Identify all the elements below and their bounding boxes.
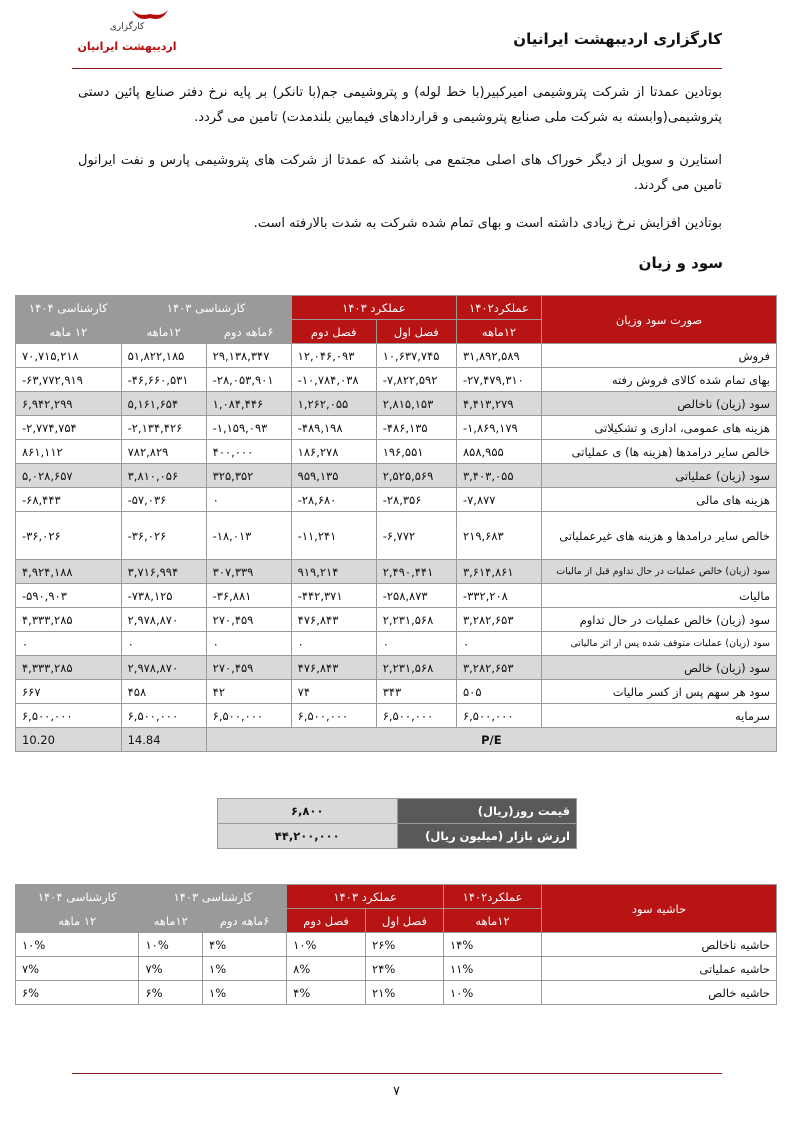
cell-value: ۸۵۸,۹۵۵ — [456, 440, 541, 464]
cell-value: ۹۱۹,۲۱۴ — [291, 560, 376, 584]
cell-value: ۲۶% — [366, 933, 444, 957]
cell-value: ۳,۴۰۳,۰۵۵ — [456, 464, 541, 488]
subcol-header: فصل دوم — [291, 320, 376, 344]
cell-value: ۶,۵۰۰,۰۰۰ — [291, 704, 376, 728]
cell-value: ۶% — [16, 981, 139, 1005]
group-header: کارشناسی ۱۴۰۳ — [121, 296, 291, 320]
group-header: عملکرد۱۴۰۲ — [444, 885, 542, 909]
cell-value: -۷,۸۲۲,۵۹۲ — [376, 368, 456, 392]
table-row — [16, 933, 777, 957]
cell-value: ۴۷۶,۸۴۳ — [291, 656, 376, 680]
cell-value: ۴۷۶,۸۴۳ — [291, 608, 376, 632]
header-divider — [72, 68, 722, 69]
cell-value: -۲۵۸,۸۷۳ — [376, 584, 456, 608]
cell-value: -۷,۸۷۷ — [456, 488, 541, 512]
cell-value: ۶,۵۰۰,۰۰۰ — [376, 704, 456, 728]
cell-value: ۲,۹۷۸,۸۷۰ — [121, 608, 206, 632]
subcol-header: فصل دوم — [287, 909, 366, 933]
cell-value: ۴,۹۲۴,۱۸۸ — [16, 560, 122, 584]
cell-value: ۱% — [203, 981, 287, 1005]
cell-value: -۱۰,۷۸۴,۰۳۸ — [291, 368, 376, 392]
cell-value: ۶,۵۰۰,۰۰۰ — [16, 704, 122, 728]
cell-value: ۳,۲۸۲,۶۵۳ — [456, 656, 541, 680]
cell-value: ۲,۸۱۵,۱۵۳ — [376, 392, 456, 416]
page-header — [72, 8, 722, 68]
cell-value: -۱,۱۵۹,۰۹۳ — [206, 416, 291, 440]
cell-value: ۱۸۶,۲۷۸ — [291, 440, 376, 464]
cell-value: ۱,۲۶۲,۰۵۵ — [291, 392, 376, 416]
cell-value: ۰ — [206, 488, 291, 512]
cell-value: ۱۹۶,۵۵۱ — [376, 440, 456, 464]
logo-line2: اردیبهشت ایرانیان — [77, 40, 177, 53]
cell-value: -۳۳۲,۲۰۸ — [456, 584, 541, 608]
row-label: سود (زیان) ناخالص — [542, 392, 777, 416]
cell-value: ۰ — [206, 632, 291, 656]
pe-value-1404: 10.20 — [16, 728, 122, 752]
table-row — [16, 488, 777, 512]
page-number: ۷ — [393, 1084, 400, 1099]
cell-value: ۴۵۸ — [121, 680, 206, 704]
cell-value: ۷% — [139, 957, 203, 981]
company-name: کارگزاری اردیبهشت ایرانیان — [513, 30, 722, 48]
table-row — [16, 656, 777, 680]
cell-value: ۲,۵۲۵,۵۶۹ — [376, 464, 456, 488]
footer-divider — [72, 1073, 722, 1074]
cell-value: ۳۲۵,۳۵۲ — [206, 464, 291, 488]
cell-value: ۱۰% — [16, 933, 139, 957]
table-row — [16, 392, 777, 416]
pe-value-1403: 14.84 — [121, 728, 206, 752]
cell-value: -۱۱,۲۴۱ — [291, 512, 376, 560]
cell-value: -۵۷,۰۳۶ — [121, 488, 206, 512]
table-row — [16, 704, 777, 728]
cell-value: ۰ — [456, 632, 541, 656]
cell-value: -۴۸۹,۱۹۸ — [291, 416, 376, 440]
table-row — [16, 368, 777, 392]
paragraph-2: استایرن و سویل از دیگر خوراک های اصلی مجتمع می باشند که عمدتا از شرکت های پتروشیمی پارس و نفت ایرانول تامین می گردند. — [78, 153, 722, 193]
margin-title: حاشیه سود — [542, 885, 777, 933]
group-header: کارشناسی ۱۴۰۴ — [16, 296, 122, 320]
row-label: سود هر سهم پس از کسر مالیات — [542, 680, 777, 704]
subcol-header: ۶ماهه دوم — [206, 320, 291, 344]
pe-label: P/E — [206, 728, 776, 752]
row-label: حاشیه ناخالص — [542, 933, 777, 957]
price-table — [217, 798, 577, 849]
cell-value: ۷% — [16, 957, 139, 981]
cell-value: ۱% — [203, 957, 287, 981]
cell-value: -۶۳,۷۷۲,۹۱۹ — [16, 368, 122, 392]
cell-value: ۰ — [376, 632, 456, 656]
cell-value: ۱۰% — [444, 981, 542, 1005]
group-header: عملکرد ۱۴۰۳ — [287, 885, 444, 909]
cell-value: -۲۸,۶۸۰ — [291, 488, 376, 512]
margin-table — [15, 884, 777, 1005]
cell-value: ۶,۹۴۲,۲۹۹ — [16, 392, 122, 416]
cell-value: -۶۸,۴۴۳ — [16, 488, 122, 512]
cell-value: ۶,۵۰۰,۰۰۰ — [456, 704, 541, 728]
cell-value: -۶,۷۷۲ — [376, 512, 456, 560]
cell-value: ۲۱% — [366, 981, 444, 1005]
cell-value: ۰ — [121, 632, 206, 656]
subcol-header: ۱۲ماهه — [121, 320, 206, 344]
cell-value: ۲۷۰,۴۵۹ — [206, 656, 291, 680]
paragraph-1: بوتادین عمدتا از شرکت پتروشیمی امیرکبیر(با خط لوله) و پتروشیمی جم(با تانکر) بر پایه نرخ دفتر صنایع پائین دستی پتروشیمی(وابسته به شرکت ملی صنایع پتروشیمی و قراردادهای فیمابین بلندمدت) تامین می گردد. — [78, 85, 722, 125]
cell-value: ۹۵۹,۱۳۵ — [291, 464, 376, 488]
table-row — [16, 981, 777, 1005]
subcol-header: ۱۲ ماهه — [16, 909, 139, 933]
subcol-header: ۱۲ماهه — [456, 320, 541, 344]
cell-value: ۲۷۰,۴۵۹ — [206, 608, 291, 632]
section-title: سود و زیان — [638, 254, 723, 272]
table-row — [16, 416, 777, 440]
price-label: قیمت روز(ریال) — [397, 799, 577, 824]
cell-value: -۷۳۸,۱۲۵ — [121, 584, 206, 608]
cell-value: ۳۰۷,۳۳۹ — [206, 560, 291, 584]
cell-value: -۳۶,۸۸۱ — [206, 584, 291, 608]
cell-value: ۳۱,۸۹۲,۵۸۹ — [456, 344, 541, 368]
market-cap-label: ارزش بازار (میلیون ریال) — [397, 824, 577, 849]
subcol-header: فصل اول — [366, 909, 444, 933]
cell-value: -۲,۱۳۴,۴۲۶ — [121, 416, 206, 440]
cell-value: ۱۰% — [139, 933, 203, 957]
table-row — [16, 632, 777, 656]
cell-value: ۲,۲۳۱,۵۶۸ — [376, 656, 456, 680]
cell-value: ۴,۳۳۳,۲۸۵ — [16, 656, 122, 680]
row-label: سود (زیان) خالص عملیات در حال تداوم قبل از مالیات — [542, 560, 777, 584]
group-header: کارشناسی ۱۴۰۴ — [16, 885, 139, 909]
group-header: کارشناسی ۱۴۰۳ — [139, 885, 287, 909]
cell-value: ۴% — [287, 981, 366, 1005]
cell-value: -۲۸,۳۵۶ — [376, 488, 456, 512]
cell-value: ۸۶۱,۱۱۲ — [16, 440, 122, 464]
cell-value: ۷۴ — [291, 680, 376, 704]
cell-value: -۱,۸۶۹,۱۷۹ — [456, 416, 541, 440]
cell-value: ۵۰۵ — [456, 680, 541, 704]
row-label: بهای تمام شده کالای فروش رفته — [542, 368, 777, 392]
cell-value: ۳,۲۸۲,۶۵۳ — [456, 608, 541, 632]
cell-value: -۴۸۶,۱۳۵ — [376, 416, 456, 440]
subcol-header: ۱۲ ماهه — [16, 320, 122, 344]
cell-value: ۴,۴۱۳,۲۷۹ — [456, 392, 541, 416]
cell-value: ۴% — [203, 933, 287, 957]
row-label: سرمایه — [542, 704, 777, 728]
row-label: خالص سایر درامدها (هزینه ها) ی عملیاتی — [542, 440, 777, 464]
cell-value: -۱۸,۰۱۳ — [206, 512, 291, 560]
table-row — [16, 680, 777, 704]
cell-value: ۲۹,۱۳۸,۳۴۷ — [206, 344, 291, 368]
cell-value: ۱,۰۸۴,۴۴۶ — [206, 392, 291, 416]
table-row — [16, 584, 777, 608]
cell-value: ۳,۶۱۴,۸۶۱ — [456, 560, 541, 584]
income-title: صورت سود وزیان — [542, 296, 777, 344]
cell-value: -۲۸,۰۵۳,۹۰۱ — [206, 368, 291, 392]
cell-value: -۲۷,۴۷۹,۳۱۰ — [456, 368, 541, 392]
row-label: سود (زیان) خالص عملیات در حال تداوم — [542, 608, 777, 632]
income-statement-table — [15, 295, 777, 752]
cell-value: ۰ — [16, 632, 122, 656]
cell-value: ۵,۰۲۸,۶۵۷ — [16, 464, 122, 488]
cell-value: ۲۱۹,۶۸۳ — [456, 512, 541, 560]
cell-value: ۱۴% — [444, 933, 542, 957]
company-logo — [72, 8, 182, 66]
cell-value: ۶,۵۰۰,۰۰۰ — [206, 704, 291, 728]
cell-value: ۵,۱۶۱,۶۵۴ — [121, 392, 206, 416]
row-label: حاشیه خالص — [542, 981, 777, 1005]
group-header: عملکرد ۱۴۰۳ — [291, 296, 456, 320]
cell-value: ۳,۸۱۰,۰۵۶ — [121, 464, 206, 488]
row-label: هزینه های عمومی، اداری و تشکیلاتی — [542, 416, 777, 440]
cell-value: ۶% — [139, 981, 203, 1005]
cell-value: -۵۹۰,۹۰۳ — [16, 584, 122, 608]
cell-value: ۷۰,۷۱۵,۲۱۸ — [16, 344, 122, 368]
cell-value: -۲,۷۷۴,۷۵۴ — [16, 416, 122, 440]
group-header: عملکرد۱۴۰۲ — [456, 296, 541, 320]
table-row — [16, 957, 777, 981]
subcol-header: ۶ماهه دوم — [203, 909, 287, 933]
table-row — [16, 608, 777, 632]
row-label: سود (زیان) عملیات متوقف شده پس از اثر مالیاتی — [542, 632, 777, 656]
row-label: سود (زیان) عملیاتی — [542, 464, 777, 488]
cell-value: ۱۱% — [444, 957, 542, 981]
cell-value: ۲۴% — [366, 957, 444, 981]
price-value: ۶,۸۰۰ — [218, 799, 398, 824]
cell-value: ۴۰۰,۰۰۰ — [206, 440, 291, 464]
row-label: حاشیه عملیاتی — [542, 957, 777, 981]
subcol-header: فصل اول — [376, 320, 456, 344]
cell-value: ۲,۹۷۸,۸۷۰ — [121, 656, 206, 680]
subcol-header: ۱۲ماهه — [139, 909, 203, 933]
table-row — [16, 560, 777, 584]
cell-value: ۸% — [287, 957, 366, 981]
subcol-header: ۱۲ماهه — [444, 909, 542, 933]
cell-value: ۳۴۳ — [376, 680, 456, 704]
table-row — [16, 464, 777, 488]
cell-value: ۶۶۷ — [16, 680, 122, 704]
row-label: سود (زیان) خالص — [542, 656, 777, 680]
cell-value: ۱۲,۰۴۶,۰۹۳ — [291, 344, 376, 368]
row-label: هزینه های مالی — [542, 488, 777, 512]
cell-value: ۲,۴۹۰,۴۴۱ — [376, 560, 456, 584]
market-cap-value: ۴۴,۲۰۰,۰۰۰ — [218, 824, 398, 849]
logo-line1: کارگزاری — [109, 22, 145, 32]
cell-value: ۶,۵۰۰,۰۰۰ — [121, 704, 206, 728]
cell-value: ۲,۲۳۱,۵۶۸ — [376, 608, 456, 632]
cell-value: ۳,۷۱۶,۹۹۴ — [121, 560, 206, 584]
table-row — [16, 344, 777, 368]
cell-value: -۳۶,۰۲۶ — [16, 512, 122, 560]
cell-value: -۴۴۲,۳۷۱ — [291, 584, 376, 608]
row-label: مالیات — [542, 584, 777, 608]
cell-value: ۵۱,۸۲۲,۱۸۵ — [121, 344, 206, 368]
cell-value: ۷۸۲,۸۲۹ — [121, 440, 206, 464]
cell-value: ۰ — [291, 632, 376, 656]
cell-value: -۳۶,۰۲۶ — [121, 512, 206, 560]
cell-value: ۱۰,۶۳۷,۷۴۵ — [376, 344, 456, 368]
row-label: فروش — [542, 344, 777, 368]
row-label: خالص سایر درامدها و هزینه های غیرعملیاتی — [542, 512, 777, 560]
cell-value: ۴۲ — [206, 680, 291, 704]
table-row — [16, 440, 777, 464]
cell-value: ۱۰% — [287, 933, 366, 957]
table-row — [16, 512, 777, 560]
paragraph-3: بوتادین افزایش نرخ زیادی داشته است و بهای تمام شده شرکت به شدت بالارفته است. — [253, 216, 722, 231]
cell-value: ۴,۳۳۳,۲۸۵ — [16, 608, 122, 632]
cell-value: -۴۶,۶۶۰,۵۳۱ — [121, 368, 206, 392]
